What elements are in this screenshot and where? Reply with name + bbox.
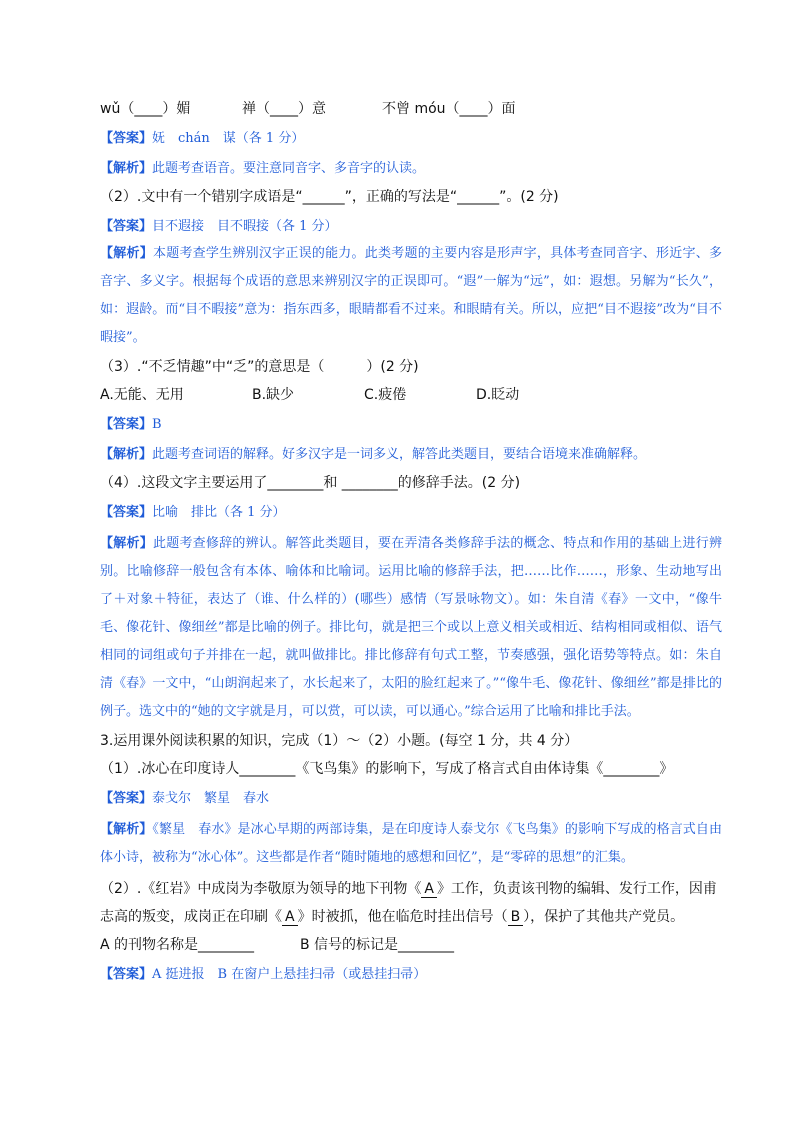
pinyin-item-3: 不曾 móu（____）面 [382,101,516,117]
answer-tag: 【答案】 [100,967,153,982]
explanation-4 [100,530,722,726]
pinyin-item-2: 禅（____）意 [242,101,326,117]
fill-blank-b: B [508,909,524,926]
answer-text: A 挺进报 B 在窗户上悬挂扫帚（或悬挂扫帚） [152,967,427,982]
explanation-tag: 【解析】 [100,246,153,261]
answer-3 [100,412,722,438]
explanation-2 [100,240,722,352]
option-b: B.缺少 [252,387,295,403]
content [100,96,722,988]
explanation-3 [100,442,722,468]
answer-tag: 【答案】 [100,131,153,146]
answer-text: B [152,417,162,432]
question-5-2-line-3 [100,932,722,958]
explanation-tag: 【解析】 [100,822,153,837]
question-5-1: （1）.冰心在印度诗人________《飞鸟集》的影响下，写成了格言式自由体诗集《________》 [100,761,674,777]
answer-tag: 【答案】 [100,791,153,806]
option-d: D.眨动 [476,387,520,403]
fill-blank-a: A [421,881,437,898]
option-a: A.无能、无用 [100,387,184,403]
question-5-2-line-2 [100,904,722,930]
pinyin-item-1: wǔ（____）媚 [100,101,191,117]
question-3: （3）.“不乏情趣”中“乏”的意思是（ ）(2 分) [100,359,419,375]
explanation-tag: 【解析】 [100,161,153,176]
explanation-text: 《繁星 春水》是冰心早期的两部诗集，是在印度诗人泰戈尔《飞鸟集》的影响下写成的格言式自由体小诗，被称为“冰心体”。这些都是作者“随时随地的感想和回忆”，是“零碎的思想”的汇集。 [100,822,722,865]
explanation-text: 此题考查语音。要注意同音字、多音字的认读。 [152,161,426,176]
explanation-text: 此题考查修辞的辨认。解答此类题目，要在弄清各类修辞手法的概念、特点和作用的基础上进行辨别。比喻修辞一般包含有本体、喻体和比喻词。运用比喻的修辞手法，把……比作……，形象、生动地写出了＋对象＋特征，表达了（谁、什么样的）(哪些）感情（写景咏物文）。如：朱自清《春》一文中，“像牛毛、像花针、像细丝”都是比喻的例子。排比句，就是把三个或以上意义相关或相近、结构相同或相似、语气相同的词组或句子并排在一起，就叫做排比。排比修辞有句式工整，节奏感强，强化语势等特点。如：朱自清《春》一文中，“山朗润起来了，水长起来了，太阳的脸红起来了。”“像牛毛、像花针、像细丝”都是排比的例子。选文中的“她的文字就是月，可以赏，可以读，可以通心。”综合运用了比喻和排比手法。 [100,536,722,719]
question-text: 》时被抓，他在临危时挂出信号（ [297,909,508,925]
answer-text: 泰戈尔 繁星 春水 [152,791,270,806]
answer-text: 比喻 排比（各 1 分） [152,505,286,520]
question-5-2-line-1 [100,876,722,902]
question-4: （4）.这段文字主要运用了________和 ________的修辞手法。(2 分) [100,475,521,491]
explanation-5 [100,816,722,872]
answer-tag: 【答案】 [100,219,153,234]
answer-5 [100,786,722,812]
explanation-text: 此题考查词语的解释。好多汉字是一词多义，解答此类题目，要结合语境来准确解释。 [152,447,647,462]
answer-1 [100,126,722,152]
question-3-options [100,382,722,408]
question-5: 3.运用课外阅读积累的知识，完成（1）～（2）小题。(每空 1 分，共 4 分） [100,733,579,749]
explanation-1 [100,156,722,182]
option-c: C.疲倦 [364,387,407,403]
question-text: 》工作，负责该刊物的编辑、发行工作，因甫 [436,881,717,897]
question-text: （2）.《红岩》中成岗为李敬原为领导的地下刊物《 [100,881,422,897]
question-2: （2）.文中有一个错别字成语是“______”，正确的写法是“______”。(2 分) [100,189,559,205]
explanation-tag: 【解析】 [100,447,153,462]
question-text: ），保护了其他共产党员。 [523,909,685,925]
answer-tag: 【答案】 [100,417,153,432]
blank-b-prompt: B 信号的标记是________ [300,937,455,953]
explanation-tag: 【解析】 [100,536,153,551]
explanation-text: 本题考查学生辨别汉字正误的能力。此类考题的主要内容是形声字，具体考查同音字、形近字、多音字、多义字。根据每个成语的意思来辨别汉字的正误即可。“遐”一解为“远”，如：遐想。另解为“长久”，如：遐龄。而“目不暇接”意为：指东西多，眼睛都看不过来。和眼睛有关。所以，应把“目不遐接”改为“目不暇接”。 [100,246,722,345]
answer-text: 妩 chán 谋（各 1 分） [152,131,305,146]
question-text: 志高的叛变，成岗正在印刷《 [100,909,282,925]
answer-4 [100,500,722,526]
pinyin-row [100,96,722,122]
answer-2 [100,214,722,240]
fill-blank-a: A [282,909,298,926]
blank-a-prompt: A 的刊物名称是________ [100,937,255,953]
answer-tag: 【答案】 [100,505,153,520]
answer-6 [100,962,722,988]
answer-text: 目不遐接 目不暇接（各 1 分） [152,219,338,234]
